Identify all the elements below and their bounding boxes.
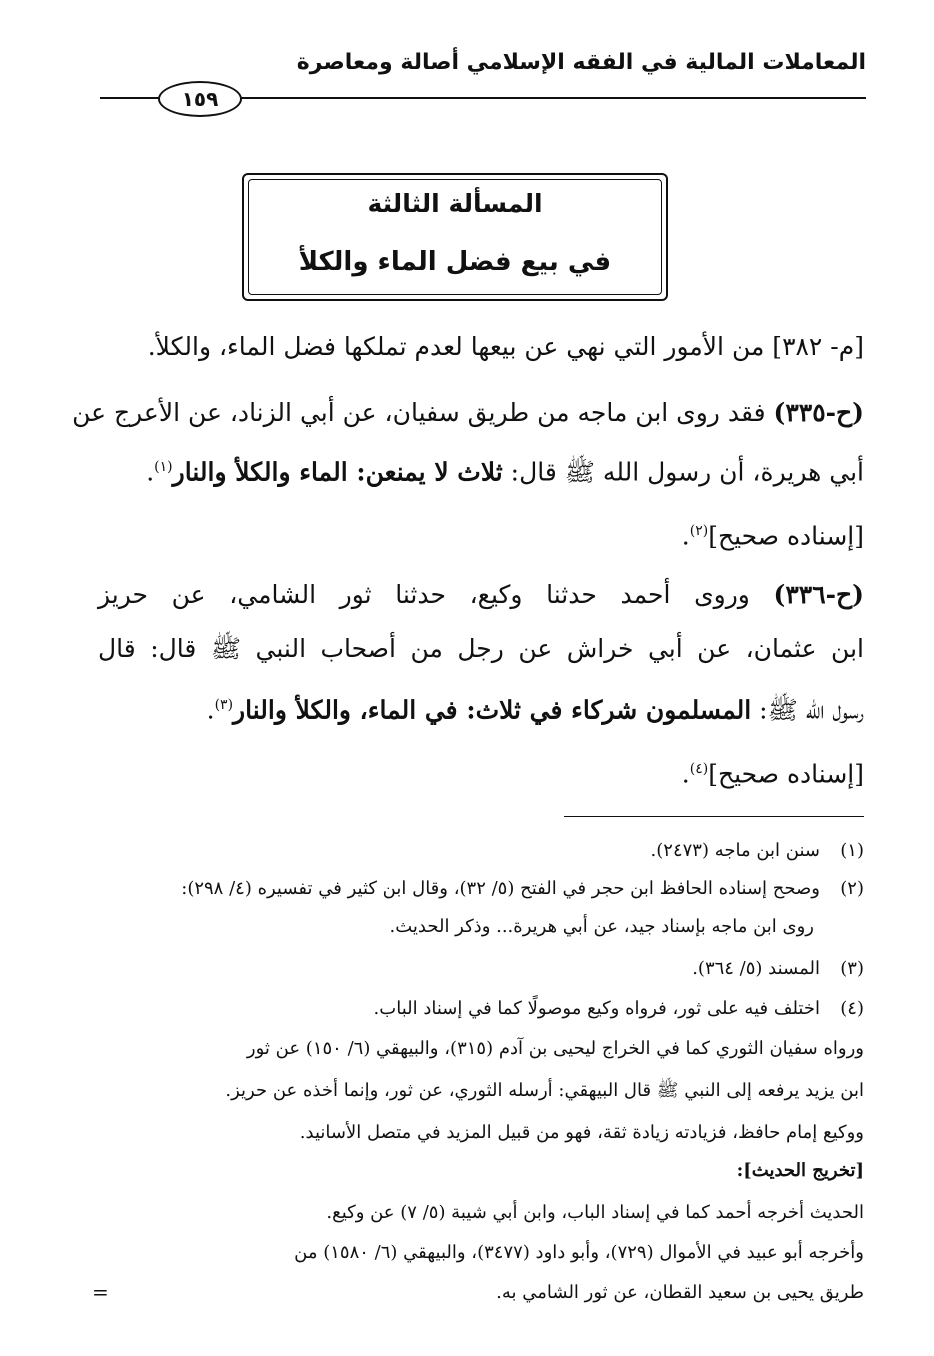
footnote-4-line6: الحديث أخرجه أحمد كما في إسناد الباب، وابن أبي شيبة (٥/ ٧) عن وكيع. bbox=[326, 1202, 864, 1223]
hadith-336-line1 bbox=[98, 578, 864, 612]
grade-2: [إسناده صحيح]$^{(٤)}$. bbox=[681, 759, 864, 789]
continuation-mark: = bbox=[92, 1280, 109, 1304]
footnote-4-number: (٤) bbox=[840, 998, 864, 1019]
footnote-4-line1: اختلف فيه على ثور، فرواه وكيع موصولًا كما في إسناد الباب. bbox=[373, 998, 820, 1019]
footnote-4-subheading: [تخريج الحديث]: bbox=[736, 1160, 864, 1181]
footnote-3 bbox=[98, 956, 864, 982]
hadith-336-ref: (ح-٣٣٦) bbox=[773, 580, 865, 609]
hadith-335-text1: فقد روى ابن ماجه من طريق سفيان، عن أبي الزناد، عن الأعرج عن bbox=[72, 398, 766, 427]
hadith-336-line2: ابن عثمان، عن أبي خراش عن رجل من أصحاب النبي ﷺ قال: قال bbox=[98, 634, 864, 663]
footnote-3-text: المسند (٥/ ٣٦٤). bbox=[692, 958, 820, 979]
footnote-separator bbox=[564, 816, 864, 817]
footnote-4-line2: ورواه سفيان الثوري كما في الخراج ليحيى بن آدم (٣١٥)، والبيهقي (٦/ ١٥٠) عن ثور bbox=[246, 1038, 864, 1059]
hadith-335-matn: ثلاث لا يمنعن: الماء والكلأ والنار bbox=[172, 457, 503, 487]
footnote-ref-1: (١) bbox=[154, 459, 173, 475]
footnote-2-line2: روى ابن ماجه بإسناد جيد، عن أبي هريرة... وذكر الحديث. bbox=[389, 916, 814, 937]
footnote-4-line8: طريق يحيى بن سعيد القطان، عن ثور الشامي به. bbox=[496, 1282, 864, 1303]
footnote-1-text: سنن ابن ماجه (٢٤٧٣). bbox=[650, 840, 820, 861]
chapter-title-line2: في بيع فضل الماء والكلأ bbox=[298, 247, 612, 277]
hadith-336-text3: رسول الله ﷺ: bbox=[759, 695, 864, 725]
footnote-4-line3: ابن يزيد يرفعه إلى النبي ﷺ قال البيهقي: أرسله الثوري، عن ثور، وإنما أخذه عن حريز. bbox=[225, 1080, 864, 1101]
hadith-335-ref: (ح-٣٣٥) bbox=[773, 398, 864, 427]
grade-2-text: [إسناده صحيح] bbox=[708, 759, 864, 789]
hadith-336-text1: وروى أحمد حدثنا وكيع، حدثنا ثور الشامي، عن حريز bbox=[98, 580, 750, 609]
hadith-336-matn: المسلمون شركاء في ثلاث: في الماء، والكلأ والنار bbox=[233, 695, 752, 725]
footnote-ref-2: (٢) bbox=[689, 523, 709, 539]
footnote-ref-4: (٤) bbox=[689, 761, 709, 777]
chapter-title-line1: المسألة الثالثة bbox=[367, 189, 543, 218]
running-header-title: المعاملات المالية في الفقه الإسلامي أصالة ومعاصرة bbox=[296, 50, 866, 75]
footnote-4-line4: ووكيع إمام حافظ، فزيادته زيادة ثقة، فهو من قبيل المزيد في متصل الأسانيد. bbox=[299, 1122, 864, 1143]
paragraph-masala: [م- ٣٨٢] من الأمور التي نهي عن بيعها لعدم تملكها فضل الماء، والكلأ. bbox=[147, 332, 864, 361]
footnote-1-number: (١) bbox=[840, 840, 864, 861]
footnote-2 bbox=[98, 876, 864, 902]
hadith-336-line3: رسول الله ﷺ: المسلمون شركاء في ثلاث: في الماء، والكلأ والنار$^{(٣)}$. bbox=[206, 695, 864, 725]
hadith-335-line1 bbox=[72, 396, 864, 430]
chapter-title-box bbox=[242, 173, 668, 301]
footnote-2-line1: وصحح إسناده الحافظ ابن حجر في الفتح (٥/ ٣٢)، وقال ابن كثير في تفسيره (٤/ ٢٩٨): bbox=[181, 878, 820, 899]
grade-1: [إسناده صحيح]$^{(٢)}$. bbox=[681, 521, 864, 551]
grade-1-text: [إسناده صحيح] bbox=[708, 521, 864, 551]
page-number: ١٥٩ bbox=[158, 81, 242, 117]
footnote-2-number: (٢) bbox=[840, 878, 864, 899]
footnote-1 bbox=[98, 838, 864, 864]
footnote-4 bbox=[98, 996, 864, 1022]
hadith-335-text2: أبي هريرة، أن رسول الله ﷺ قال: bbox=[510, 457, 864, 487]
footnote-ref-3: (٣) bbox=[214, 697, 234, 713]
hadith-335-line2: أبي هريرة، أن رسول الله ﷺ قال: ثلاث لا يمنعن: الماء والكلأ والنار$^{(١)}$. bbox=[146, 457, 864, 487]
footnote-3-number: (٣) bbox=[840, 958, 864, 979]
footnote-4-line7: وأخرجه أبو عبيد في الأموال (٧٢٩)، وأبو داود (٣٤٧٧)، والبيهقي (٦/ ١٥٨٠) من bbox=[294, 1242, 864, 1263]
